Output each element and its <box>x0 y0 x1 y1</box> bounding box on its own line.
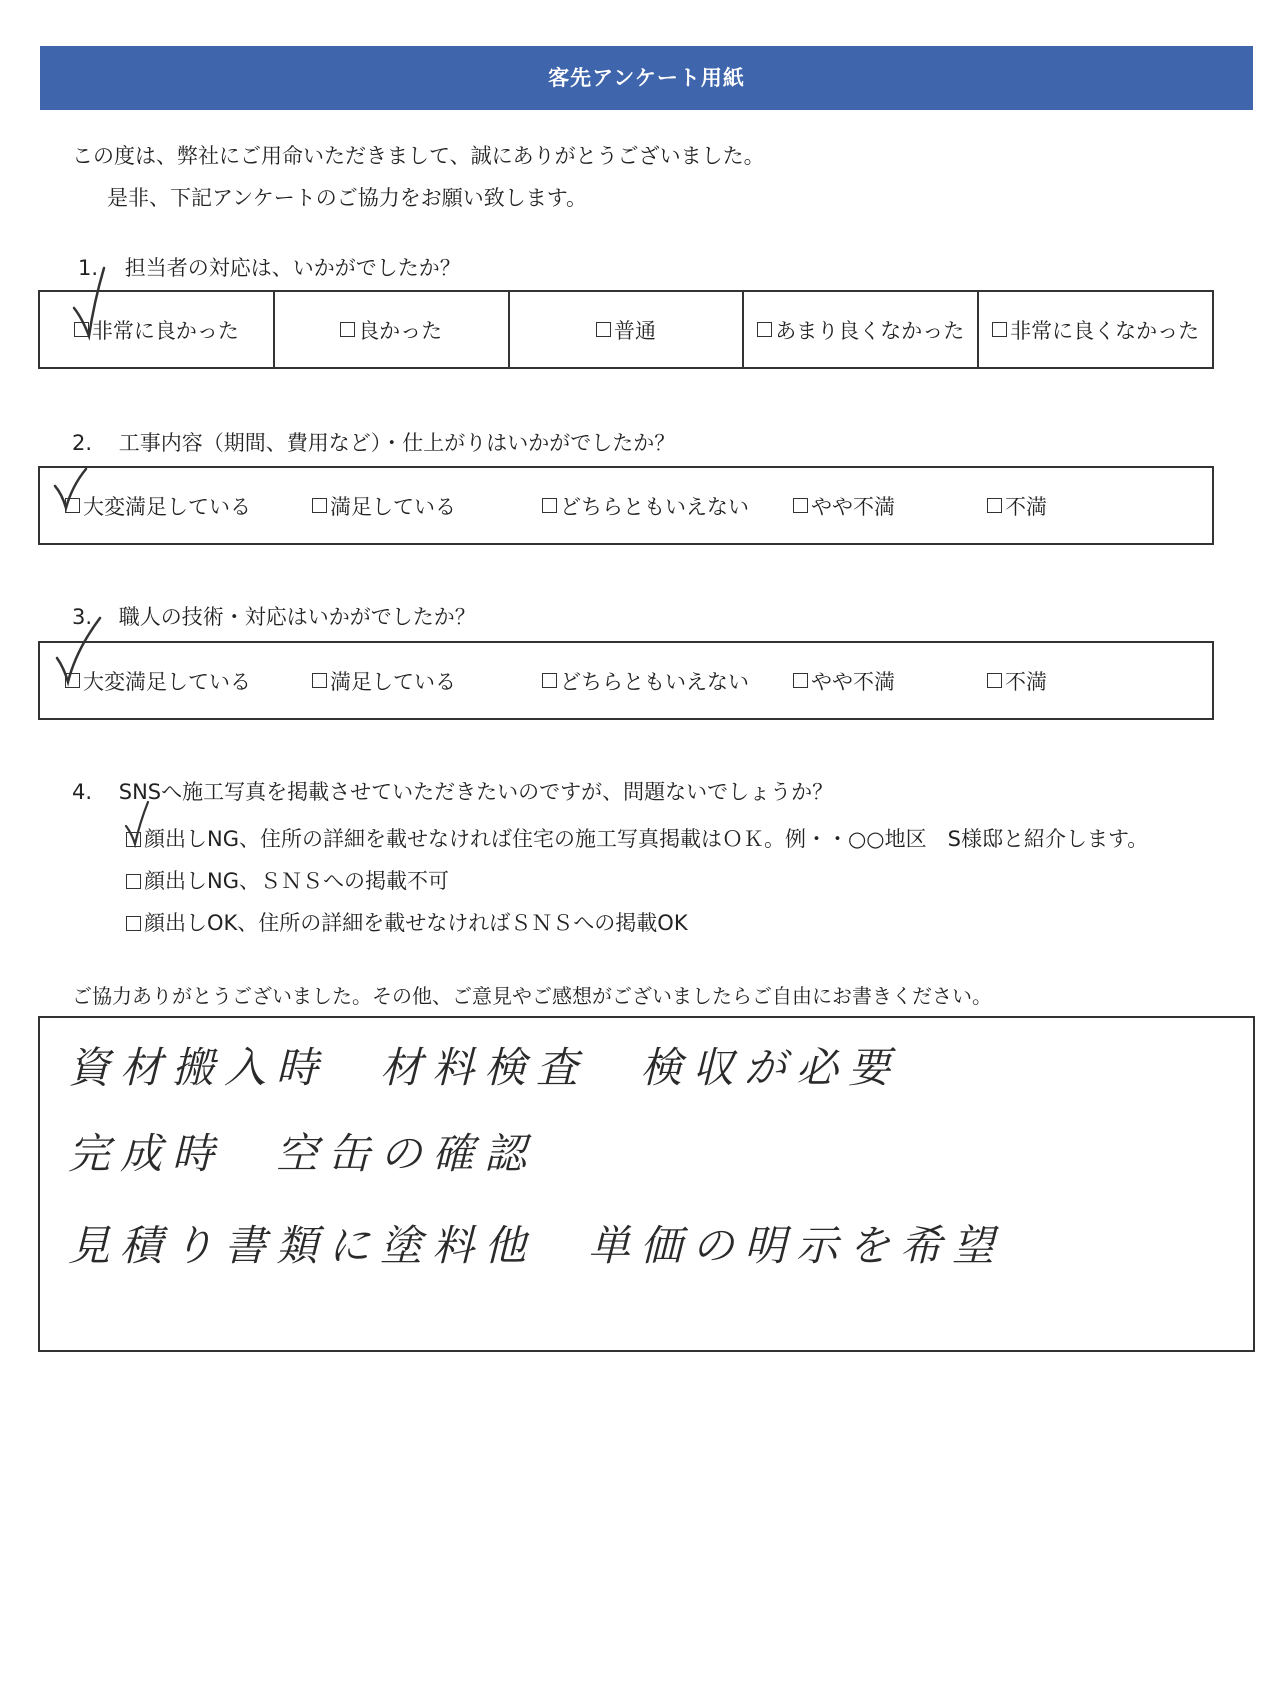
question-4-number: 4. <box>72 780 93 804</box>
q4-option-2-label: 顔出しNG、ＳＮＳへの掲載不可 <box>144 869 449 893</box>
q1-option-2[interactable] <box>275 292 510 367</box>
q1-option-4[interactable] <box>744 292 979 367</box>
checkbox[interactable] <box>987 498 1002 513</box>
q3-option-5[interactable] <box>987 643 1047 718</box>
checkbox[interactable] <box>992 322 1007 337</box>
question-1 <box>78 254 461 282</box>
comments-prompt: ご協力ありがとうございました。その他、ご意見やご感想がございましたらご自由にお書きください。 <box>72 984 992 1008</box>
checkbox[interactable] <box>987 673 1002 688</box>
q3-option-4-label: やや不満 <box>811 669 895 694</box>
q1-option-5[interactable] <box>979 292 1212 367</box>
q2-option-3-label: どちらともいえない <box>560 494 749 519</box>
q1-option-2-label: 良かった <box>358 318 443 343</box>
q3-option-4[interactable] <box>793 643 895 718</box>
checkmark-icon <box>52 466 92 516</box>
q2-option-3[interactable] <box>542 468 749 543</box>
q3-option-2[interactable] <box>312 643 456 718</box>
page-title: 客先アンケート用紙 <box>40 46 1253 110</box>
checkbox[interactable] <box>126 874 141 889</box>
checkmark-icon <box>124 800 160 850</box>
q2-option-1-label: 大変満足している <box>83 494 251 519</box>
q2-option-5-label: 不満 <box>1005 494 1047 519</box>
q1-option-1-label: 非常に良かった <box>91 318 239 343</box>
handwritten-line-3: 見積り書類に塗料他 単価の明示を希望 <box>68 1221 1005 1270</box>
checkbox[interactable] <box>793 673 808 688</box>
comments-box <box>38 1016 1255 1352</box>
checkbox[interactable] <box>596 322 611 337</box>
q4-option-1[interactable] <box>126 825 1148 853</box>
q2-option-5[interactable] <box>987 468 1047 543</box>
checkmark-icon <box>54 614 104 694</box>
checkbox[interactable] <box>542 673 557 688</box>
q2-option-4-label: やや不満 <box>811 494 895 519</box>
q1-option-4-label: あまり良くなかった <box>775 318 965 343</box>
checkbox[interactable] <box>312 498 327 513</box>
question-2 <box>72 429 675 457</box>
q2-option-4[interactable] <box>793 468 895 543</box>
q1-option-3-label: 普通 <box>613 318 656 343</box>
question-3-options <box>38 641 1214 720</box>
question-1-number: 1. <box>78 256 99 280</box>
question-2-text: 工事内容（期間、費用など）・仕上がりはいかがでしたか？ <box>118 431 676 455</box>
checkbox[interactable] <box>126 916 141 931</box>
question-2-options <box>38 466 1214 545</box>
checkbox[interactable] <box>340 322 355 337</box>
q4-option-3[interactable] <box>126 909 688 937</box>
q3-option-2-label: 満足している <box>330 669 456 694</box>
question-4 <box>72 778 833 806</box>
intro-line-2: 是非、下記アンケートのご協力をお願い致します。 <box>107 186 588 210</box>
q4-option-2[interactable] <box>126 867 449 895</box>
q2-option-2[interactable] <box>312 468 456 543</box>
handwritten-line-2: 完成時 空缶の確認 <box>68 1129 537 1178</box>
q2-option-2-label: 満足している <box>330 494 456 519</box>
question-2-number: 2. <box>72 431 93 455</box>
question-3-text: 職人の技術・対応はいかがでしたか？ <box>118 605 476 629</box>
q3-option-3[interactable] <box>542 643 749 718</box>
question-3 <box>72 603 476 631</box>
checkbox[interactable] <box>793 498 808 513</box>
question-4-text: SNSへ施工写真を掲載させていただきたいのですが、問題ないでしょうか？ <box>118 780 834 804</box>
checkbox[interactable] <box>542 498 557 513</box>
checkmark-icon <box>70 262 110 342</box>
q4-option-1-label: 顔出しNG、住所の詳細を載せなければ住宅の施工写真掲載はＯＫ。例・・○○地区 S様邸と紹介します。 <box>144 827 1149 851</box>
intro-line-1: この度は、弊社にご用命いただきまして、誠にありがとうございました。 <box>72 144 765 168</box>
q1-option-5-label: 非常に良くなかった <box>1010 318 1200 343</box>
q3-option-1-label: 大変満足している <box>83 669 251 694</box>
checkbox[interactable] <box>757 322 772 337</box>
q1-option-3[interactable] <box>510 292 745 367</box>
q4-option-3-label: 顔出しOK、住所の詳細を載せなければＳＮＳへの掲載OK <box>144 911 688 935</box>
question-1-text: 担当者の対応は、いかがでしたか？ <box>124 256 461 280</box>
question-3-number: 3. <box>72 605 93 629</box>
q2-option-1[interactable] <box>65 468 251 543</box>
q3-option-5-label: 不満 <box>1005 669 1047 694</box>
handwritten-line-1: 資材搬入時 材料検査 検収が必要 <box>68 1043 901 1092</box>
checkbox[interactable] <box>312 673 327 688</box>
q3-option-3-label: どちらともいえない <box>560 669 749 694</box>
question-1-options <box>38 290 1214 369</box>
